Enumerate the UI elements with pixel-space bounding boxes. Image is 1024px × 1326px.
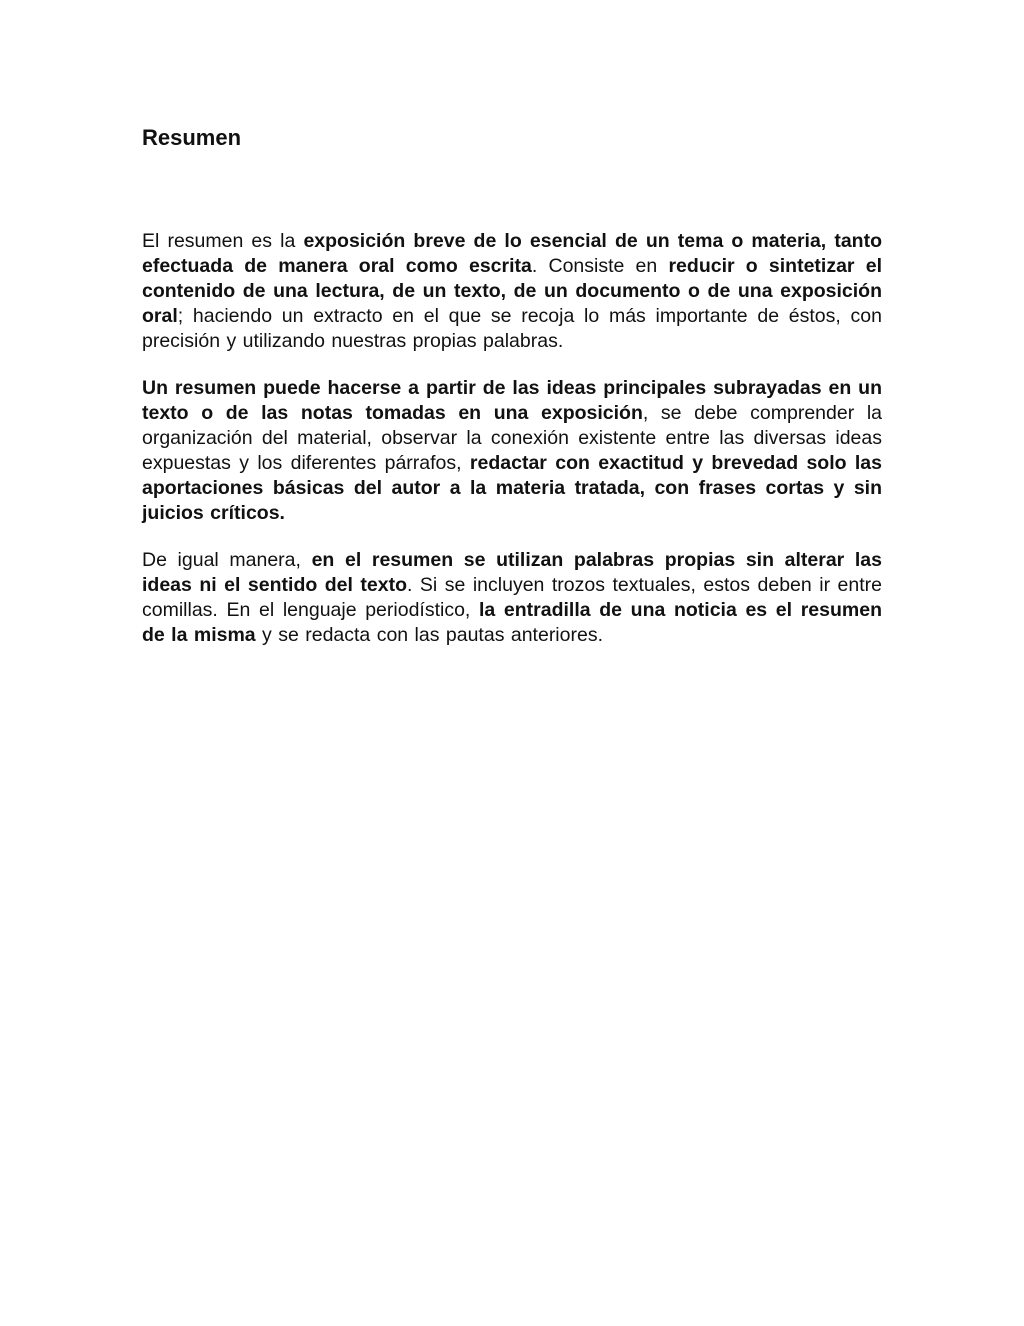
bold-text-run: Un resumen puede hacerse a partir de las ideas principales subrayadas en un texto o de las notas tomadas en una exposición <box>142 377 882 424</box>
text-run: De igual manera, <box>142 549 312 571</box>
text-run: . Si se incluyen trozos textuales, estos deben ir entre comillas. En el lenguaje periodístico, <box>142 574 882 621</box>
document-body <box>142 229 882 670</box>
paragraph-3 <box>142 548 882 648</box>
bold-text-run: reducir o sintetizar el contenido de una lectura, de un texto, de un documento o de una exposición oral <box>142 255 882 327</box>
paragraph-1 <box>142 229 882 354</box>
page-title: Resumen <box>142 125 242 150</box>
bold-text-run: la entradilla de una noticia es el resumen de la misma <box>142 599 882 646</box>
text-run: El resumen es la <box>142 230 304 252</box>
bold-text-run: exposición breve de lo esencial de un tema o materia, tanto efectuada de manera oral como escrita <box>142 230 882 277</box>
bold-text-run: redactar con exactitud y brevedad solo las aportaciones básicas del autor a la materia tratada, con frases cortas y sin juicios críticos. <box>142 452 882 524</box>
text-run: . Consiste en <box>531 255 669 277</box>
text-run: ; haciendo un extracto en el que se recoja lo más importante de éstos, con precisión y utilizando nuestras propias palabras. <box>142 305 882 352</box>
bold-text-run: en el resumen se utilizan palabras propias sin alterar las ideas ni el sentido del texto <box>142 549 882 596</box>
text-run: , se debe comprender la organización del material, observar la conexión existente entre las diversas ideas expuestas y los diferentes párrafos, <box>142 402 883 474</box>
paragraph-2 <box>142 376 882 526</box>
text-run: y se redacta con las pautas anteriores. <box>255 624 603 646</box>
